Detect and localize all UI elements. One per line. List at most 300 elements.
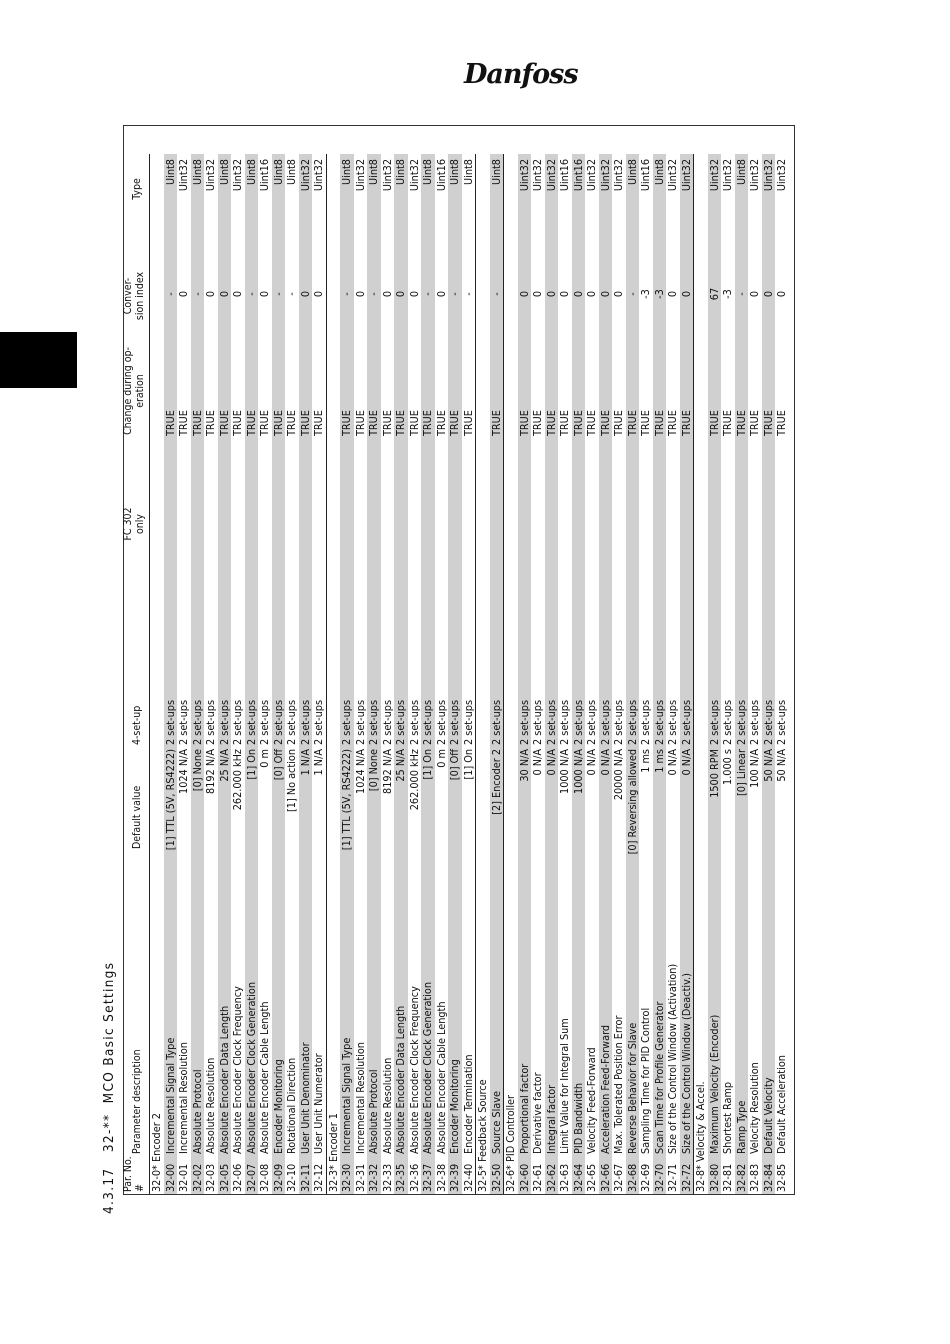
table-row (721, 154, 735, 1194)
par-no-cell: 32-09 (271, 1163, 285, 1192)
conversion-index-cell: 0 (544, 290, 558, 298)
default-value-cell: 1.000 s (721, 749, 734, 785)
description-cell: Source Slave (489, 1091, 503, 1154)
description-cell: Velocity Resolution (748, 1062, 761, 1154)
description-cell: Default Velocity (761, 1077, 775, 1154)
default-value-cell: [0] None (190, 749, 204, 792)
type-cell: Uint16 (571, 159, 585, 192)
par-no-cell: 32-81 (721, 1163, 734, 1192)
par-no-cell: 32-10 (285, 1163, 298, 1192)
default-value-cell: [1] TTL (5V, RS4222) (340, 749, 353, 851)
type-cell: Uint32 (585, 159, 598, 192)
default-value-cell: 0 m (258, 749, 271, 768)
conversion-index-cell: - (340, 292, 353, 296)
table-row (462, 154, 476, 1194)
default-value-cell: 30 N/A (517, 749, 531, 782)
conversion-index-cell: 0 (217, 290, 231, 298)
table-row (531, 154, 545, 1194)
change-during-operation-cell: TRUE (353, 410, 367, 436)
header-conversion: Conver- sion index (122, 271, 146, 321)
setup-cell: 2 set-ups (340, 699, 353, 745)
table-row (572, 154, 586, 1194)
change-during-operation-cell: TRUE (285, 410, 298, 436)
par-no-cell: 32-03 (204, 1163, 217, 1192)
par-no-cell: 32-32 (367, 1163, 380, 1192)
description-cell: Size of the Control Window (Activation) (666, 963, 679, 1154)
setup-cell: 2 set-ups (748, 699, 761, 745)
header-description: Parameter description (131, 1049, 143, 1154)
conversion-index-cell: 0 (775, 290, 788, 298)
par-no-cell: 32-85 (775, 1163, 788, 1192)
description-cell: Sampling Time for PID Control (639, 1007, 652, 1154)
table-row (272, 154, 286, 1194)
type-cell: Uint32 (598, 159, 612, 192)
conversion-index-cell: - (163, 292, 177, 296)
default-value-cell: [0] Off (448, 749, 461, 781)
conversion-index-cell: 0 (394, 290, 407, 298)
setup-cell: 2 set-ups (258, 699, 271, 745)
description-cell: Incremental Resolution (177, 1042, 190, 1154)
conversion-index-cell: 0 (761, 290, 775, 298)
description-cell: Absolute Protocol (190, 1069, 204, 1154)
type-cell: Uint32 (612, 159, 625, 192)
default-value-cell: [1] On (421, 749, 434, 780)
conversion-index-cell: 0 (598, 290, 612, 298)
type-cell: Uint32 (666, 159, 679, 192)
table-row (299, 154, 313, 1194)
table-row (285, 154, 299, 1194)
description-cell: Encoder Monitoring (448, 1059, 461, 1154)
setup-cell: 2 set-ups (217, 699, 231, 745)
change-during-operation-cell: TRUE (531, 410, 544, 436)
setup-cell: 2 set-ups (598, 699, 612, 745)
default-value-cell: 0 N/A (666, 749, 679, 776)
description-cell: PID Bandwidth (571, 1082, 585, 1154)
setup-cell: 2 set-ups (625, 699, 639, 745)
par-no-cell: 32-33 (380, 1163, 394, 1192)
change-during-operation-cell: TRUE (489, 410, 503, 436)
conversion-index-cell: 0 (748, 290, 761, 298)
par-no-cell: 32-66 (598, 1163, 612, 1192)
default-value-cell: 25 N/A (394, 749, 407, 782)
setup-cell: 2 set-ups (448, 699, 461, 745)
description-cell: Limit Value for Integral Sum (558, 1018, 571, 1154)
type-cell: Uint32 (177, 159, 190, 192)
table-row (191, 154, 205, 1194)
par-no-cell: 32-80 (707, 1163, 721, 1192)
par-no-cell: 32-07 (244, 1163, 258, 1192)
type-cell: Uint8 (734, 159, 748, 185)
par-no-cell: 32-01 (177, 1163, 190, 1192)
table-row (612, 154, 626, 1194)
table-row (177, 154, 191, 1194)
type-cell: Uint32 (312, 159, 325, 192)
par-no-cell: 32-83 (748, 1163, 761, 1192)
type-cell: Uint8 (217, 159, 231, 185)
group-label: 32-0* Encoder 2 (150, 1113, 163, 1192)
type-cell: Uint32 (748, 159, 761, 192)
change-during-operation-cell: TRUE (380, 410, 394, 436)
description-cell: Absolute Encoder Clock Frequency (231, 986, 244, 1154)
change-during-operation-cell: TRUE (407, 410, 421, 436)
header-default-value: Default value (131, 785, 143, 849)
default-value-cell: [0] Reversing allowed (625, 749, 639, 855)
header-fc302: FC 302 only (122, 507, 146, 541)
default-value-cell: 8192 N/A (380, 749, 394, 794)
default-value-cell: 1 N/A (298, 749, 312, 776)
type-cell: Uint32 (407, 159, 421, 192)
par-no-cell: 32-39 (448, 1163, 461, 1192)
type-cell: Uint8 (163, 159, 177, 185)
default-value-cell: [1] On (461, 749, 475, 780)
table-row (680, 154, 694, 1194)
table-row (599, 154, 613, 1194)
change-during-operation-cell: TRUE (204, 410, 217, 436)
section-code: 32-** (101, 1113, 117, 1153)
default-value-cell: 1 ms (639, 749, 652, 773)
default-value-cell: [1] No action (285, 749, 298, 813)
conversion-index-cell: -3 (652, 289, 666, 299)
default-value-cell: 0 N/A (544, 749, 558, 776)
header-par-no: Par. No. # (122, 1156, 146, 1192)
description-cell: User Unit Numerator (312, 1053, 325, 1154)
par-no-cell: 32-30 (340, 1163, 353, 1192)
default-value-cell: [0] Off (271, 749, 285, 781)
change-during-operation-cell: TRUE (571, 410, 585, 436)
header-setup: 4-set-up (131, 705, 143, 745)
type-cell: Uint8 (625, 159, 639, 185)
change-during-operation-cell: TRUE (421, 410, 434, 436)
change-during-operation-cell: TRUE (625, 410, 639, 436)
conversion-index-cell: 0 (407, 290, 421, 298)
par-no-cell: 32-65 (585, 1163, 598, 1192)
conversion-index-cell: - (190, 292, 204, 296)
description-cell: Acceleration Feed-Forward (598, 1024, 612, 1154)
description-cell: Maximum Velocity (Encoder) (707, 1014, 721, 1154)
change-during-operation-cell: TRUE (639, 410, 652, 436)
conversion-index-cell: - (461, 292, 475, 296)
description-cell: Encoder Monitoring (271, 1059, 285, 1154)
group-header-row (475, 154, 490, 1194)
par-no-cell: 32-71 (666, 1163, 679, 1192)
par-no-cell: 32-08 (258, 1163, 271, 1192)
setup-cell: 2 set-ups (734, 699, 748, 745)
conversion-index-cell: - (734, 292, 748, 296)
setup-cell: 2 set-ups (489, 699, 503, 745)
par-no-cell: 32-64 (571, 1163, 585, 1192)
group-label: 32-6* PID Controller (504, 1094, 517, 1192)
change-during-operation-cell: TRUE (271, 410, 285, 436)
conversion-index-cell: 0 (298, 290, 312, 298)
table-row (164, 154, 178, 1194)
change-during-operation-cell: TRUE (517, 410, 531, 436)
conversion-index-cell: 0 (380, 290, 394, 298)
default-value-cell: 8192 N/A (204, 749, 217, 794)
group-label: 32-5* Feedback Source (476, 1079, 489, 1192)
par-no-cell: 32-69 (639, 1163, 652, 1192)
group-header-row (149, 154, 164, 1194)
header-change: Change during op- eration (122, 347, 146, 435)
par-no-cell: 32-31 (353, 1163, 367, 1192)
default-value-cell: [1] On (244, 749, 258, 780)
type-cell: Uint8 (340, 159, 353, 185)
change-during-operation-cell: TRUE (775, 410, 788, 436)
table-row (381, 154, 395, 1194)
table-row (394, 154, 408, 1194)
setup-cell: 2 set-ups (775, 699, 788, 745)
setup-cell: 2 set-ups (231, 699, 244, 745)
type-cell: Uint32 (353, 159, 367, 192)
par-no-cell: 32-84 (761, 1163, 775, 1192)
type-cell: Uint8 (367, 159, 380, 185)
type-cell: Uint32 (531, 159, 544, 192)
description-cell: Incremental Signal Type (340, 1037, 353, 1154)
conversion-index-cell: - (271, 292, 285, 296)
header-type: Type (131, 178, 143, 200)
type-cell: Uint8 (652, 159, 666, 185)
setup-cell: 2 set-ups (298, 699, 312, 745)
par-no-cell: 32-12 (312, 1163, 325, 1192)
conversion-index-cell: 0 (204, 290, 217, 298)
conversion-index-cell: 0 (353, 290, 367, 298)
type-cell: Uint8 (285, 159, 298, 185)
setup-cell: 2 set-ups (407, 699, 421, 745)
table-row (421, 154, 435, 1194)
table-row (762, 154, 776, 1194)
setup-cell: 2 set-ups (271, 699, 285, 745)
par-no-cell: 32-37 (421, 1163, 434, 1192)
table-row (408, 154, 422, 1194)
change-during-operation-cell: TRUE (585, 410, 598, 436)
description-cell: Integral factor (544, 1084, 558, 1154)
description-cell: Velocity Feed-Forward (585, 1047, 598, 1154)
group-header-row (693, 154, 708, 1194)
change-during-operation-cell: TRUE (177, 410, 190, 436)
description-cell: Absolute Encoder Clock Frequency (407, 986, 421, 1154)
default-value-cell: 0 N/A (585, 749, 598, 776)
type-cell: Uint16 (558, 159, 571, 192)
conversion-index-cell: 67 (707, 287, 721, 301)
change-during-operation-cell: TRUE (679, 410, 693, 436)
conversion-index-cell: - (421, 292, 434, 296)
table-row (626, 154, 640, 1194)
type-cell: Uint32 (775, 159, 788, 192)
setup-cell: 2 set-ups (204, 699, 217, 745)
setup-cell: 2 set-ups (163, 699, 177, 745)
setup-cell: 2 set-ups (367, 699, 380, 745)
setup-cell: 2 set-ups (353, 699, 367, 745)
par-no-cell: 32-05 (217, 1163, 231, 1192)
table-row (435, 154, 449, 1194)
description-cell: Absolute Resolution (380, 1057, 394, 1154)
setup-cell: 2 set-ups (571, 699, 585, 745)
par-no-cell: 32-60 (517, 1163, 531, 1192)
default-value-cell: 50 N/A (761, 749, 775, 782)
par-no-cell: 32-62 (544, 1163, 558, 1192)
setup-cell: 2 set-ups (652, 699, 666, 745)
change-during-operation-cell: TRUE (544, 410, 558, 436)
setup-cell: 2 set-ups (721, 699, 734, 745)
group-header-row (503, 154, 518, 1194)
change-during-operation-cell: TRUE (434, 410, 448, 436)
setup-cell: 2 set-ups (380, 699, 394, 745)
par-no-cell: 32-02 (190, 1163, 204, 1192)
setup-cell: 2 set-ups (434, 699, 448, 745)
section-number: 4.3.17 (101, 1167, 117, 1214)
brand-wordmark: Danfoss (464, 59, 578, 90)
change-during-operation-cell: TRUE (598, 410, 612, 436)
par-no-cell: 32-40 (461, 1163, 475, 1192)
par-no-cell: 32-68 (625, 1163, 639, 1192)
conversion-index-cell: - (625, 292, 639, 296)
type-cell: Uint32 (517, 159, 531, 192)
type-cell: Uint8 (448, 159, 461, 185)
description-cell: Reverse Behavior for Slave (625, 1022, 639, 1154)
group-header-row (326, 154, 341, 1194)
table-row (558, 154, 572, 1194)
setup-cell: 2 set-ups (312, 699, 325, 745)
conversion-index-cell: - (244, 292, 258, 296)
setup-cell: 2 set-ups (285, 699, 298, 745)
conversion-index-cell: 0 (531, 290, 544, 298)
type-cell: Uint16 (434, 159, 448, 192)
conversion-index-cell: 0 (571, 290, 585, 298)
setup-cell: 2 set-ups (421, 699, 434, 745)
type-cell: Uint32 (204, 159, 217, 192)
setup-cell: 2 set-ups (544, 699, 558, 745)
change-during-operation-cell: TRUE (163, 410, 177, 436)
setup-cell: 2 set-ups (190, 699, 204, 745)
table-row (204, 154, 218, 1194)
table-row (490, 154, 504, 1194)
conversion-index-cell: 0 (558, 290, 571, 298)
type-cell: Uint8 (271, 159, 285, 185)
table-row (653, 154, 667, 1194)
setup-cell: 2 set-ups (761, 699, 775, 745)
type-cell: Uint32 (761, 159, 775, 192)
par-no-cell: 32-00 (163, 1163, 177, 1192)
default-value-cell: 1024 N/A (353, 749, 367, 794)
type-cell: Uint32 (231, 159, 244, 192)
table-row (775, 154, 789, 1194)
default-value-cell: 25 N/A (217, 749, 231, 782)
type-cell: Uint8 (394, 159, 407, 185)
default-value-cell: 1 N/A (312, 749, 325, 776)
table-row (735, 154, 749, 1194)
conversion-index-cell: - (367, 292, 380, 296)
setup-cell: 2 set-ups (531, 699, 544, 745)
type-cell: Uint32 (380, 159, 394, 192)
change-during-operation-cell: TRUE (652, 410, 666, 436)
table-row (367, 154, 381, 1194)
type-cell: Uint16 (639, 159, 652, 192)
conversion-index-cell: 0 (258, 290, 271, 298)
description-cell: Rotational Direction (285, 1057, 298, 1154)
setup-cell: 2 set-ups (679, 699, 693, 745)
par-no-cell: 32-63 (558, 1163, 571, 1192)
default-value-cell: 0 N/A (679, 749, 693, 776)
description-cell: Scan Time for Profile Generator (652, 1001, 666, 1154)
default-value-cell: 100 N/A (748, 749, 761, 788)
description-cell: Default Acceleration (775, 1055, 788, 1154)
type-cell: Uint8 (421, 159, 434, 185)
setup-cell: 2 set-ups (177, 699, 190, 745)
default-value-cell: [2] Encoder 2 (489, 749, 503, 815)
par-no-cell: 32-67 (612, 1163, 625, 1192)
change-during-operation-cell: TRUE (612, 410, 625, 436)
change-during-operation-cell: TRUE (461, 410, 475, 436)
setup-cell: 2 set-ups (394, 699, 407, 745)
description-cell: Absolute Encoder Data Length (217, 1005, 231, 1154)
table-row (518, 154, 532, 1194)
description-cell: Encoder Termination (461, 1054, 475, 1154)
default-value-cell: 1 ms (652, 749, 666, 773)
par-no-cell: 32-06 (231, 1163, 244, 1192)
change-during-operation-cell: TRUE (190, 410, 204, 436)
description-cell: Absolute Protocol (367, 1069, 380, 1154)
table-row (354, 154, 368, 1194)
description-cell: User Unit Denominator (298, 1042, 312, 1154)
conversion-index-cell: -3 (721, 289, 734, 299)
description-cell: Shortest Ramp (721, 1081, 734, 1154)
par-no-cell: 32-82 (734, 1163, 748, 1192)
type-cell: Uint32 (544, 159, 558, 192)
group-label: 32-8* Velocity & Accel. (694, 1081, 707, 1192)
default-value-cell: 0 m (434, 749, 448, 768)
type-cell: Uint8 (190, 159, 204, 185)
description-cell: Incremental Resolution (353, 1042, 367, 1154)
conversion-index-cell: - (448, 292, 461, 296)
setup-cell: 2 set-ups (461, 699, 475, 745)
description-cell: Absolute Encoder Clock Generation (421, 981, 434, 1154)
change-during-operation-cell: TRUE (340, 410, 353, 436)
table-row (666, 154, 680, 1194)
change-during-operation-cell: TRUE (448, 410, 461, 436)
table-row (231, 154, 245, 1194)
change-during-operation-cell: TRUE (231, 410, 244, 436)
conversion-index-cell: 0 (612, 290, 625, 298)
default-value-cell: 0 N/A (531, 749, 544, 776)
type-cell: Uint32 (721, 159, 734, 192)
table-row (218, 154, 232, 1194)
change-during-operation-cell: TRUE (244, 410, 258, 436)
conversion-index-cell: -3 (639, 289, 652, 299)
default-value-cell: 50 N/A (775, 749, 788, 782)
change-during-operation-cell: TRUE (707, 410, 721, 436)
conversion-index-cell: 0 (231, 290, 244, 298)
setup-cell: 2 set-ups (558, 699, 571, 745)
table-row (639, 154, 653, 1194)
conversion-index-cell: 0 (666, 290, 679, 298)
change-during-operation-cell: TRUE (367, 410, 380, 436)
default-value-cell: [0] Linear (734, 749, 748, 797)
type-cell: Uint8 (461, 159, 475, 185)
change-during-operation-cell: TRUE (558, 410, 571, 436)
conversion-index-cell: 0 (679, 290, 693, 298)
description-cell: Proportional factor (517, 1063, 531, 1154)
table-row (585, 154, 599, 1194)
par-no-cell: 32-36 (407, 1163, 421, 1192)
default-value-cell: [0] None (367, 749, 380, 792)
description-cell: Absolute Resolution (204, 1057, 217, 1154)
conversion-index-cell: - (285, 292, 298, 296)
setup-cell: 2 set-ups (517, 699, 531, 745)
default-value-cell: 1500 RPM (707, 749, 721, 798)
default-value-cell: 1024 N/A (177, 749, 190, 794)
type-cell: Uint32 (298, 159, 312, 192)
table-row (312, 154, 326, 1194)
par-no-cell: 32-50 (489, 1163, 503, 1192)
